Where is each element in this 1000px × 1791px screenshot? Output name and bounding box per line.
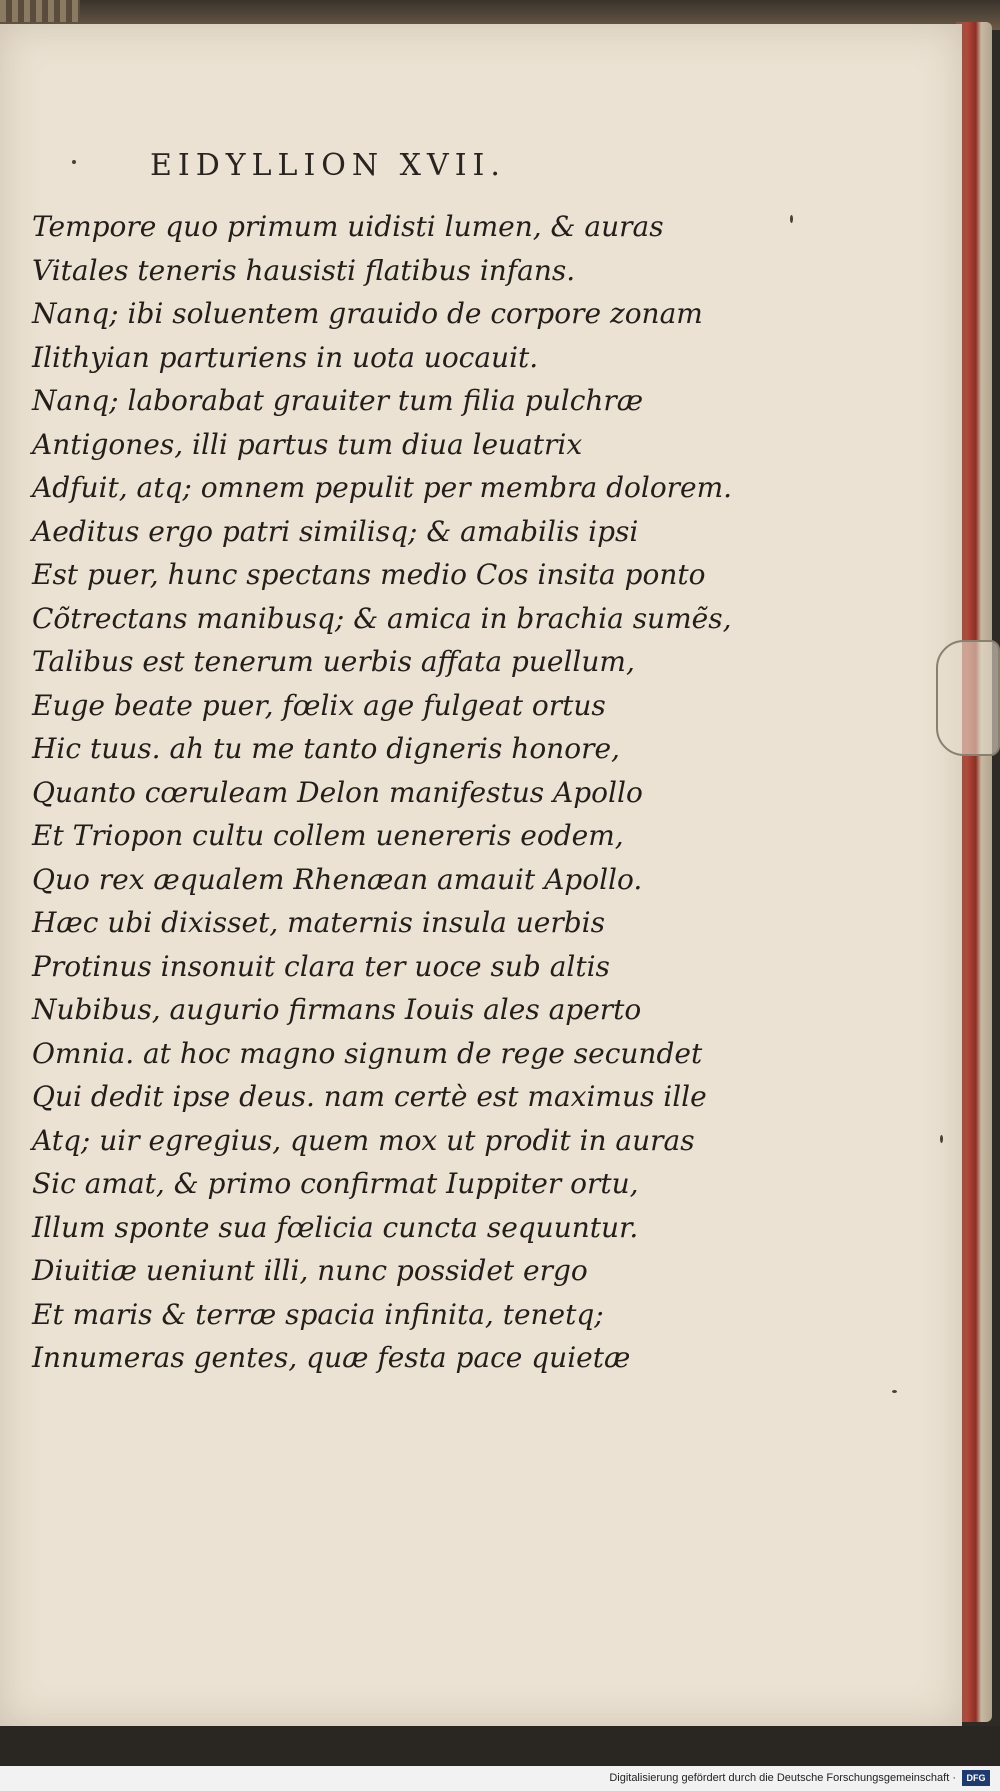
verse-line: Nubibus, augurio firmans Iouis ales aperto	[32, 993, 642, 1026]
verse-line: Est puer, hunc spectans medio Cos insita ponto	[32, 558, 706, 591]
page-clip	[936, 640, 1000, 756]
dfg-logo: DFG	[962, 1770, 990, 1786]
digitization-credit: Digitalisierung gefördert durch die Deutsche Forschungsgemeinschaft ·	[609, 1772, 956, 1784]
verse-line: Innumeras gentes, quæ festa pace quietæ	[32, 1341, 631, 1374]
page-heading: EIDYLLION XVII.	[150, 148, 506, 183]
verse-line: Aeditus ergo patri similisq; & amabilis ipsi	[32, 514, 639, 548]
verse-line: Nanq; laborabat grauiter tum filia pulchræ	[32, 384, 644, 417]
verse-line: Protinus insonuit clara ter uoce sub altis	[32, 949, 610, 983]
verse-line: Et Triopon cultu collem uenereris eodem,	[32, 819, 624, 852]
verse-line: Vitales teneris hausisti flatibus infans.	[32, 253, 576, 287]
ink-speck	[940, 1135, 943, 1143]
verse-line: Omnia. at hoc magno signum de rege secundet	[32, 1036, 703, 1070]
verse-line: Quanto cœruleam Delon manifestus Apollo	[32, 775, 643, 809]
scan-bottom-band	[0, 1726, 1000, 1766]
verse-text	[32, 205, 732, 1380]
verse-line: Antigones, illi partus tum diua leuatrix	[32, 427, 583, 461]
verse-line: Atq; uir egregius, quem mox ut prodit in auras	[32, 1123, 695, 1157]
verse-line: Talibus est tenerum uerbis affata puellum,	[32, 645, 635, 678]
verse-line: Tempore quo primum uidisti lumen, & auras	[32, 210, 664, 243]
verse-line: Hic tuus. ah tu me tanto digneris honore,	[32, 732, 620, 765]
verse-line: Ilithyian parturiens in uota uocauit.	[32, 340, 539, 374]
verse-line: Hæc ubi dixisset, maternis insula uerbis	[32, 906, 606, 939]
ink-speck	[892, 1390, 897, 1393]
verse-line: Illum sponte sua fœlicia cuncta sequuntur.	[32, 1210, 639, 1244]
verse-line: Quo rex æqualem Rhenæan amauit Apollo.	[32, 862, 643, 896]
ink-speck	[790, 215, 793, 223]
verse-line: Diuitiæ ueniunt illi, nunc possidet ergo	[32, 1254, 588, 1287]
verse-line: Qui dedit ipse deus. nam certè est maximus ille	[32, 1080, 707, 1113]
verse-line: Sic amat, & primo confirmat Iuppiter ortu,	[32, 1167, 639, 1200]
corner-ornament	[0, 0, 80, 22]
verse-line: Nanq; ibi soluentem grauido de corpore zonam	[32, 297, 703, 330]
verse-line: Euge beate puer, fœlix age fulgeat ortus	[32, 688, 606, 722]
verse-line: Cõtrectans manibusq; & amica in brachia sumẽs,	[32, 601, 732, 635]
verse-line: Adfuit, atq; omnem pepulit per membra dolorem.	[32, 471, 733, 504]
ink-speck	[72, 160, 76, 164]
verse-line: Et maris & terræ spacia infinita, tenetq;	[32, 1297, 604, 1331]
